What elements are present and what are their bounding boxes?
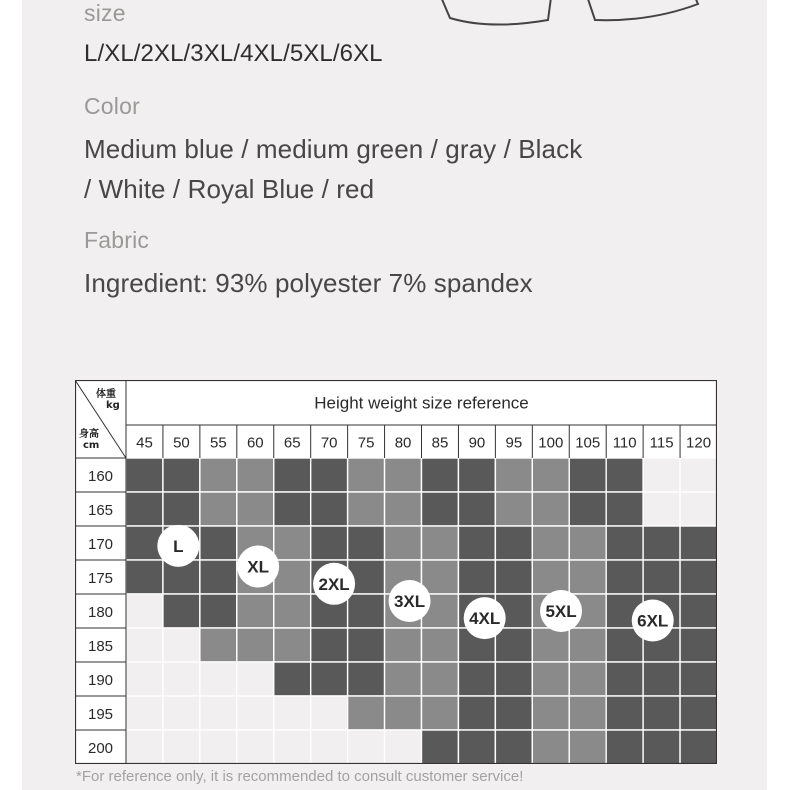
chart-cell bbox=[348, 730, 385, 764]
corner-weight-unit: kg bbox=[106, 400, 120, 411]
chart-cell bbox=[385, 526, 422, 560]
chart-cell bbox=[495, 662, 532, 696]
chart-cell bbox=[200, 730, 237, 764]
chart-cell bbox=[422, 560, 459, 594]
chart-cell bbox=[532, 560, 569, 594]
chart-cell bbox=[200, 662, 237, 696]
chart-cell bbox=[385, 696, 422, 730]
chart-cell bbox=[606, 560, 643, 594]
size-reference-chart bbox=[75, 380, 717, 764]
chart-cell bbox=[348, 594, 385, 628]
chart-cell bbox=[237, 594, 274, 628]
chart-cell bbox=[569, 662, 606, 696]
chart-cell bbox=[569, 730, 606, 764]
chart-cell bbox=[237, 628, 274, 662]
chart-cell bbox=[643, 526, 680, 560]
color-label: Color bbox=[84, 93, 140, 119]
weight-header-90: 90 bbox=[468, 434, 486, 452]
chart-cell bbox=[274, 594, 311, 628]
size-badge-label-xl: XL bbox=[247, 557, 269, 577]
chart-cell bbox=[126, 594, 163, 628]
weight-header-50: 50 bbox=[173, 434, 190, 452]
chart-cell bbox=[126, 458, 163, 492]
chart-cell bbox=[643, 730, 680, 764]
chart-cell bbox=[200, 492, 237, 526]
color-value-line1: Medium blue / medium green / gray / Black bbox=[84, 134, 583, 164]
chart-cell bbox=[569, 696, 606, 730]
height-header-185: 185 bbox=[87, 638, 114, 655]
chart-cell bbox=[385, 492, 422, 526]
color-value-line2: / White / Royal Blue / red bbox=[84, 174, 375, 204]
chart-cell bbox=[643, 492, 680, 526]
chart-cell bbox=[458, 458, 495, 492]
chart-cell bbox=[348, 628, 385, 662]
size-badge-label-4xl: 4XL bbox=[469, 609, 501, 629]
weight-header-45: 45 bbox=[136, 434, 153, 452]
chart-cell bbox=[126, 730, 163, 764]
chart-cell bbox=[680, 730, 717, 764]
chart-cell bbox=[237, 458, 274, 492]
height-header-160: 160 bbox=[87, 468, 114, 485]
chart-cell bbox=[422, 628, 459, 662]
size-badge-label-5xl: 5XL bbox=[545, 602, 577, 621]
fabric-label: Fabric bbox=[84, 227, 150, 253]
chart-cell bbox=[237, 492, 274, 526]
chart-cell bbox=[569, 560, 606, 594]
chart-cell bbox=[237, 696, 274, 730]
chart-cell bbox=[680, 526, 717, 560]
chart-cell bbox=[680, 560, 717, 594]
chart-cell bbox=[348, 458, 385, 492]
chart-cell bbox=[200, 628, 237, 662]
chart-cell bbox=[680, 662, 717, 696]
chart-cell bbox=[606, 696, 643, 730]
chart-cell bbox=[643, 662, 680, 696]
weight-header-105: 105 bbox=[575, 434, 601, 452]
chart-cell bbox=[126, 492, 163, 526]
chart-cell bbox=[532, 458, 569, 492]
chart-cell bbox=[311, 492, 348, 526]
chart-cell bbox=[200, 458, 237, 492]
chart-cell bbox=[385, 662, 422, 696]
chart-cell bbox=[274, 458, 311, 492]
chart-cell bbox=[348, 696, 385, 730]
chart-cell bbox=[495, 458, 532, 492]
chart-cell bbox=[200, 696, 237, 730]
shorts-illustration bbox=[430, 0, 700, 35]
chart-cell bbox=[274, 696, 311, 730]
chart-cell bbox=[274, 492, 311, 526]
chart-cell bbox=[126, 662, 163, 696]
chart-cell bbox=[532, 730, 569, 764]
chart-cell bbox=[532, 492, 569, 526]
chart-cell bbox=[606, 492, 643, 526]
corner-weight-label: 体重 bbox=[96, 389, 116, 400]
chart-cell bbox=[458, 526, 495, 560]
chart-cell bbox=[495, 560, 532, 594]
size-label: size bbox=[84, 0, 126, 26]
chart-cell bbox=[422, 492, 459, 526]
size-badge-label-l: L bbox=[173, 536, 184, 556]
chart-title: Height weight size reference bbox=[314, 393, 529, 413]
size-value: L/XL/2XL/3XL/4XL/5XL/6XL bbox=[84, 40, 383, 67]
chart-cell bbox=[163, 696, 200, 730]
height-header-190: 190 bbox=[87, 672, 114, 689]
chart-cell bbox=[163, 662, 200, 696]
chart-cell bbox=[495, 526, 532, 560]
chart-cell bbox=[311, 696, 348, 730]
size-badge-label-3xl: 3XL bbox=[393, 592, 426, 611]
chart-cell bbox=[422, 662, 459, 696]
chart-cell bbox=[680, 628, 717, 662]
height-header-200: 200 bbox=[87, 740, 114, 757]
weight-header-80: 80 bbox=[394, 434, 412, 452]
chart-cell bbox=[126, 696, 163, 730]
corner-height-unit: cm bbox=[83, 440, 100, 451]
chart-cell bbox=[311, 662, 348, 696]
height-header-195: 195 bbox=[87, 706, 114, 723]
chart-cell bbox=[495, 730, 532, 764]
chart-cell bbox=[458, 492, 495, 526]
reference-footnote: *For reference only, it is recommended to consult customer service! bbox=[76, 768, 524, 785]
chart-cell bbox=[532, 526, 569, 560]
weight-header-70: 70 bbox=[320, 434, 338, 452]
chart-cell bbox=[422, 458, 459, 492]
chart-cell bbox=[237, 662, 274, 696]
chart-cell bbox=[385, 458, 422, 492]
chart-cell bbox=[606, 458, 643, 492]
height-header-180: 180 bbox=[87, 604, 114, 621]
chart-cell bbox=[163, 458, 200, 492]
chart-cell bbox=[569, 628, 606, 662]
weight-header-60: 60 bbox=[246, 434, 264, 452]
chart-cell bbox=[532, 628, 569, 662]
height-header-165: 165 bbox=[87, 502, 114, 519]
chart-cell bbox=[422, 526, 459, 560]
chart-cell bbox=[311, 458, 348, 492]
chart-cell bbox=[348, 662, 385, 696]
chart-cell bbox=[163, 730, 200, 764]
chart-cell bbox=[606, 662, 643, 696]
chart-cell bbox=[126, 526, 163, 560]
chart-cell bbox=[458, 696, 495, 730]
chart-cell bbox=[680, 458, 717, 492]
chart-cell bbox=[643, 560, 680, 594]
chart-cell bbox=[274, 662, 311, 696]
weight-header-95: 95 bbox=[505, 434, 523, 452]
chart-cell bbox=[643, 696, 680, 730]
size-reference-grid bbox=[75, 380, 717, 764]
chart-cell bbox=[680, 696, 717, 730]
size-badge-label-2xl: 2XL bbox=[318, 574, 350, 594]
weight-header-85: 85 bbox=[431, 434, 449, 452]
chart-cell bbox=[348, 492, 385, 526]
chart-cell bbox=[643, 458, 680, 492]
chart-cell bbox=[126, 560, 163, 594]
chart-cell bbox=[422, 730, 459, 764]
chart-cell bbox=[532, 662, 569, 696]
chart-cell bbox=[569, 526, 606, 560]
chart-cell bbox=[348, 526, 385, 560]
chart-cell bbox=[237, 730, 274, 764]
chart-cell bbox=[569, 492, 606, 526]
chart-cell bbox=[274, 628, 311, 662]
chart-cell bbox=[274, 560, 311, 594]
corner-height-label: 身高 bbox=[79, 429, 99, 440]
chart-cell bbox=[385, 628, 422, 662]
weight-header-120: 120 bbox=[686, 434, 712, 452]
chart-cell bbox=[495, 696, 532, 730]
weight-header-65: 65 bbox=[283, 434, 301, 452]
chart-cell bbox=[606, 730, 643, 764]
chart-cell bbox=[200, 594, 237, 628]
chart-cell bbox=[163, 594, 200, 628]
weight-header-100: 100 bbox=[538, 434, 564, 452]
weight-header-110: 110 bbox=[612, 434, 637, 452]
chart-cell bbox=[458, 560, 495, 594]
weight-header-75: 75 bbox=[357, 434, 375, 452]
chart-cell bbox=[274, 526, 311, 560]
chart-cell bbox=[200, 526, 237, 560]
fabric-value: Ingredient: 93% polyester 7% spandex bbox=[84, 268, 533, 298]
weight-header-55: 55 bbox=[210, 434, 227, 452]
chart-cell bbox=[495, 492, 532, 526]
chart-cell bbox=[311, 730, 348, 764]
size-badge-label-6xl: 6XL bbox=[637, 611, 669, 631]
chart-cell bbox=[163, 628, 200, 662]
height-header-175: 175 bbox=[87, 570, 114, 587]
chart-cell bbox=[680, 594, 717, 628]
chart-cell bbox=[606, 526, 643, 560]
chart-cell bbox=[274, 730, 311, 764]
chart-cell bbox=[163, 492, 200, 526]
chart-cell bbox=[569, 458, 606, 492]
chart-cell bbox=[311, 628, 348, 662]
chart-cell bbox=[458, 662, 495, 696]
height-header-170: 170 bbox=[87, 536, 114, 553]
chart-cell bbox=[385, 730, 422, 764]
chart-cell bbox=[200, 560, 237, 594]
chart-cell bbox=[311, 526, 348, 560]
chart-cell bbox=[422, 696, 459, 730]
chart-cell bbox=[680, 492, 717, 526]
chart-cell bbox=[126, 628, 163, 662]
chart-cell bbox=[458, 730, 495, 764]
weight-header-115: 115 bbox=[649, 434, 674, 452]
chart-cell bbox=[532, 696, 569, 730]
chart-cell bbox=[495, 628, 532, 662]
